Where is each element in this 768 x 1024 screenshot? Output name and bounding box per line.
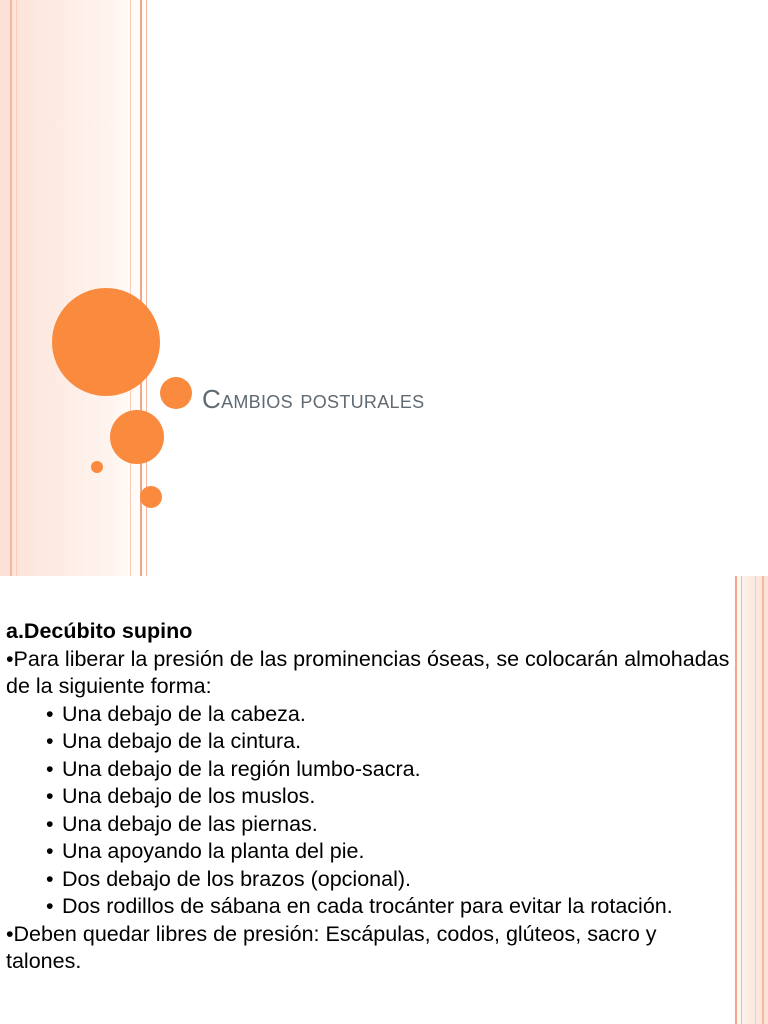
decorative-stripe-line	[130, 0, 131, 576]
list-item-text: Una debajo de la cabeza.	[62, 701, 306, 726]
list-item	[6, 838, 734, 866]
bullet-icon: •	[46, 701, 54, 726]
list-item-text: Una debajo de la cintura.	[62, 729, 302, 753]
content-slide	[0, 576, 768, 1024]
decorative-circle-large	[52, 288, 160, 396]
decorative-stripe-band	[0, 0, 148, 576]
list-item	[6, 728, 734, 756]
intro-paragraph: •Para liberar la presión de las prominencias óseas, se colocarán almohadas de la siguiente forma:	[6, 646, 730, 698]
decorative-circle-tiny	[91, 461, 103, 473]
decorative-stripe-line	[10, 0, 12, 576]
bullet-icon: •	[46, 811, 54, 836]
decorative-stripe-line	[755, 576, 756, 1024]
bullet-icon: •	[46, 839, 54, 863]
decorative-stripe-line	[762, 576, 764, 1024]
slide-body	[6, 618, 734, 976]
list-item-text: Una debajo de los muslos.	[62, 784, 316, 808]
pillow-placement-list	[6, 701, 734, 921]
list-item-text: Una apoyando la planta del pie.	[62, 839, 365, 863]
bullet-icon: •	[46, 784, 54, 808]
decorative-stripe-line	[735, 576, 737, 1024]
list-item-text: Una debajo de la región lumbo-sacra.	[62, 756, 421, 781]
list-item	[6, 701, 734, 729]
list-item	[6, 756, 734, 784]
list-item	[6, 893, 734, 921]
list-item	[6, 866, 734, 894]
decorative-circle-small	[160, 377, 192, 409]
list-item-text: Dos rodillos de sábana en cada trocánter para evitar la rotación.	[62, 894, 673, 918]
bullet-icon: •	[46, 729, 54, 753]
decorative-stripe-line	[741, 576, 742, 1024]
list-item	[6, 811, 734, 839]
decorative-stripe-line	[16, 0, 17, 576]
section-heading: a.Decúbito supino	[6, 619, 193, 643]
decorative-circle-medium	[110, 410, 164, 464]
bullet-icon: •	[46, 866, 54, 891]
slide-title: Cambios posturales	[202, 384, 425, 414]
list-item-text: Dos debajo de los brazos (opcional).	[62, 866, 411, 891]
outro-paragraph: •Deben quedar libres de presión: Escápulas, codos, glúteos, sacro y talones.	[6, 921, 657, 973]
decorative-circle-small	[140, 486, 162, 508]
list-item	[6, 783, 734, 811]
bullet-icon: •	[46, 894, 54, 918]
bullet-icon: •	[46, 756, 54, 781]
list-item-text: Una debajo de las piernas.	[62, 811, 318, 836]
